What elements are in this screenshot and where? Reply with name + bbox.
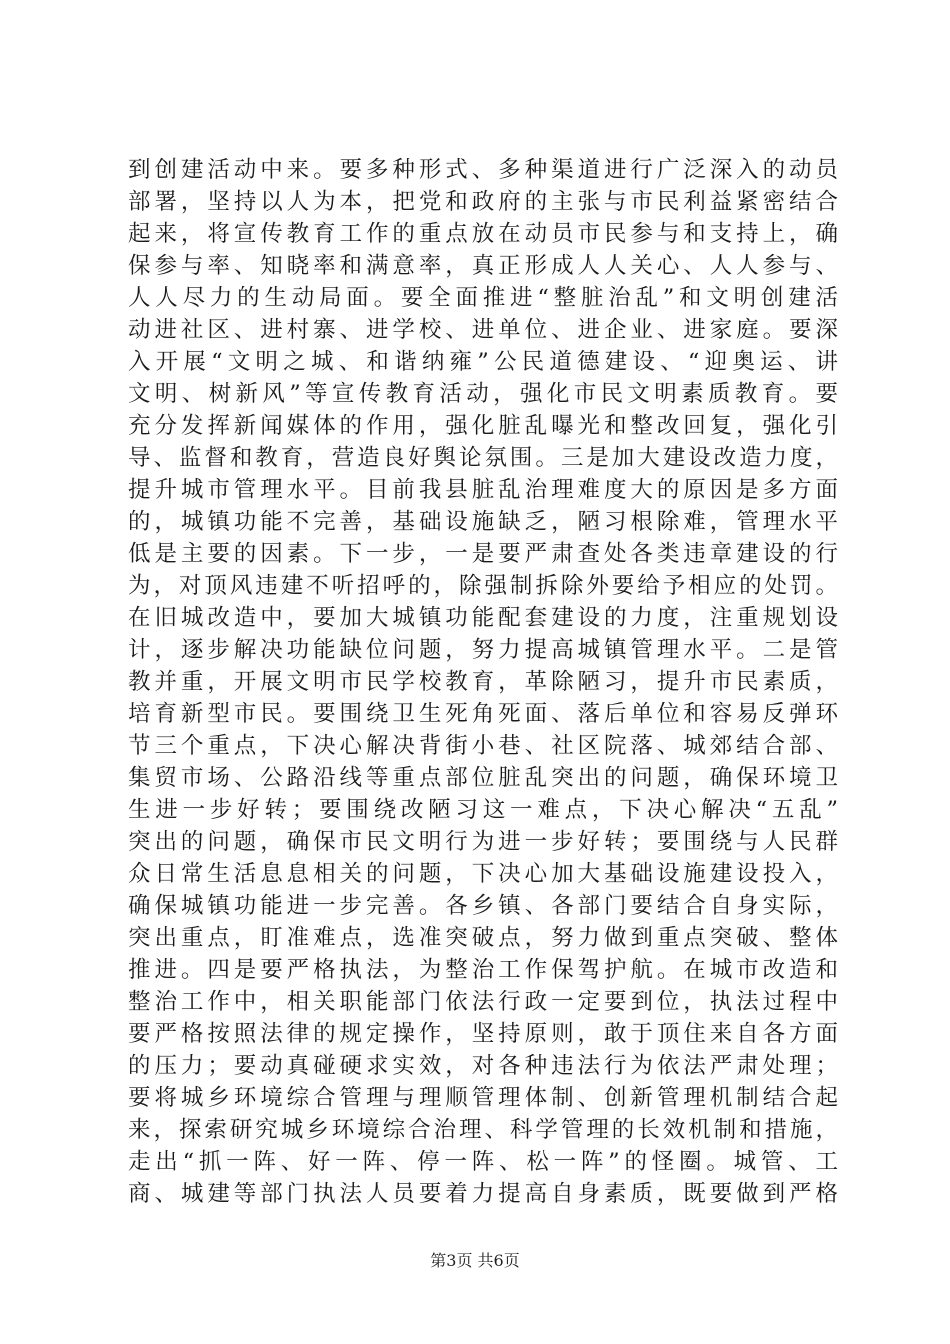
body-text-line: 突出的问题，确保市民文明行为进一步好转；要围绕与人民群 (128, 829, 838, 855)
body-text-line: 为，对顶风违建不听招呼的，除强制拆除外要给予相应的处罚。 (128, 573, 838, 599)
body-text-line: 整治工作中，相关职能部门依法行政一定要到位，执法过程中 (128, 989, 838, 1015)
body-text-line: 人人尽力的生动局面。要全面推进“整脏治乱”和文明创建活 (128, 285, 838, 311)
body-text-line: 保参与率、知晓率和满意率，真正形成人人关心、人人参与、 (128, 253, 838, 279)
body-text-line: 突出重点，盯准难点，选准突破点，努力做到重点突破、整体 (128, 925, 838, 951)
body-text-line: 动进社区、进村寨、进学校、进单位、进企业、进家庭。要深 (128, 317, 838, 343)
body-text-line: 教并重，开展文明市民学校教育，革除陋习，提升市民素质， (128, 669, 838, 695)
body-text-line: 提升城市管理水平。目前我县脏乱治理难度大的原因是多方面 (128, 477, 838, 503)
body-text-line: 充分发挥新闻媒体的作用，强化脏乱曝光和整改回复，强化引 (128, 413, 838, 439)
body-text-line: 推进。四是要严格执法，为整治工作保驾护航。在城市改造和 (128, 957, 838, 983)
body-text-line: 低是主要的因素。下一步，一是要严肃查处各类违章建设的行 (128, 541, 838, 567)
body-text-line: 计，逐步解决功能缺位问题，努力提高城镇管理水平。二是管 (128, 637, 838, 663)
body-text-line: 众日常生活息息相关的问题，下决心加大基础设施建设投入， (128, 861, 838, 887)
body-text-line: 集贸市场、公路沿线等重点部位脏乱突出的问题，确保环境卫 (128, 765, 838, 791)
body-text-line: 要严格按照法律的规定操作，坚持原则，敢于顶住来自各方面 (128, 1021, 838, 1047)
body-text-line: 商、城建等部门执法人员要着力提高自身素质，既要做到严格 (128, 1181, 838, 1207)
body-text-line: 文明、树新风”等宣传教育活动，强化市民文明素质教育。要 (128, 381, 838, 407)
body-text-line: 走出“抓一阵、好一阵、停一阵、松一阵”的怪圈。城管、工 (128, 1149, 838, 1175)
body-text-line: 部署，坚持以人为本，把党和政府的主张与市民利益紧密结合 (128, 189, 838, 215)
body-text-line: 的压力；要动真碰硬求实效，对各种违法行为依法严肃处理； (128, 1053, 838, 1079)
page-footer: 第3页 共6页 (430, 1251, 520, 1270)
body-text-line: 在旧城改造中，要加大城镇功能配套建设的力度，注重规划设 (128, 605, 838, 631)
body-text-line: 到创建活动中来。要多种形式、多种渠道进行广泛深入的动员 (128, 157, 838, 183)
body-text-line: 导、监督和教育，营造良好舆论氛围。三是加大建设改造力度， (128, 445, 838, 471)
document-body-text (128, 154, 838, 1210)
body-text-line: 的，城镇功能不完善，基础设施缺乏，陋习根除难，管理水平 (128, 509, 838, 535)
body-text-line: 来，探索研究城乡环境综合治理、科学管理的长效机制和措施， (128, 1117, 838, 1143)
body-text-line: 确保城镇功能进一步完善。各乡镇、各部门要结合自身实际， (128, 893, 838, 919)
body-text-line: 要将城乡环境综合管理与理顺管理体制、创新管理机制结合起 (128, 1085, 838, 1111)
body-text-line: 起来，将宣传教育工作的重点放在动员市民参与和支持上，确 (128, 221, 838, 247)
body-text-line: 入开展“文明之城、和谐纳雍”公民道德建设、“迎奥运、讲 (128, 349, 838, 375)
body-text-line: 生进一步好转；要围绕改陋习这一难点，下决心解决“五乱” (128, 797, 838, 823)
body-text-line: 节三个重点，下决心解决背街小巷、社区院落、城郊结合部、 (128, 733, 838, 759)
body-text-line: 培育新型市民。要围绕卫生死角死面、落后单位和容易反弹环 (128, 701, 838, 727)
